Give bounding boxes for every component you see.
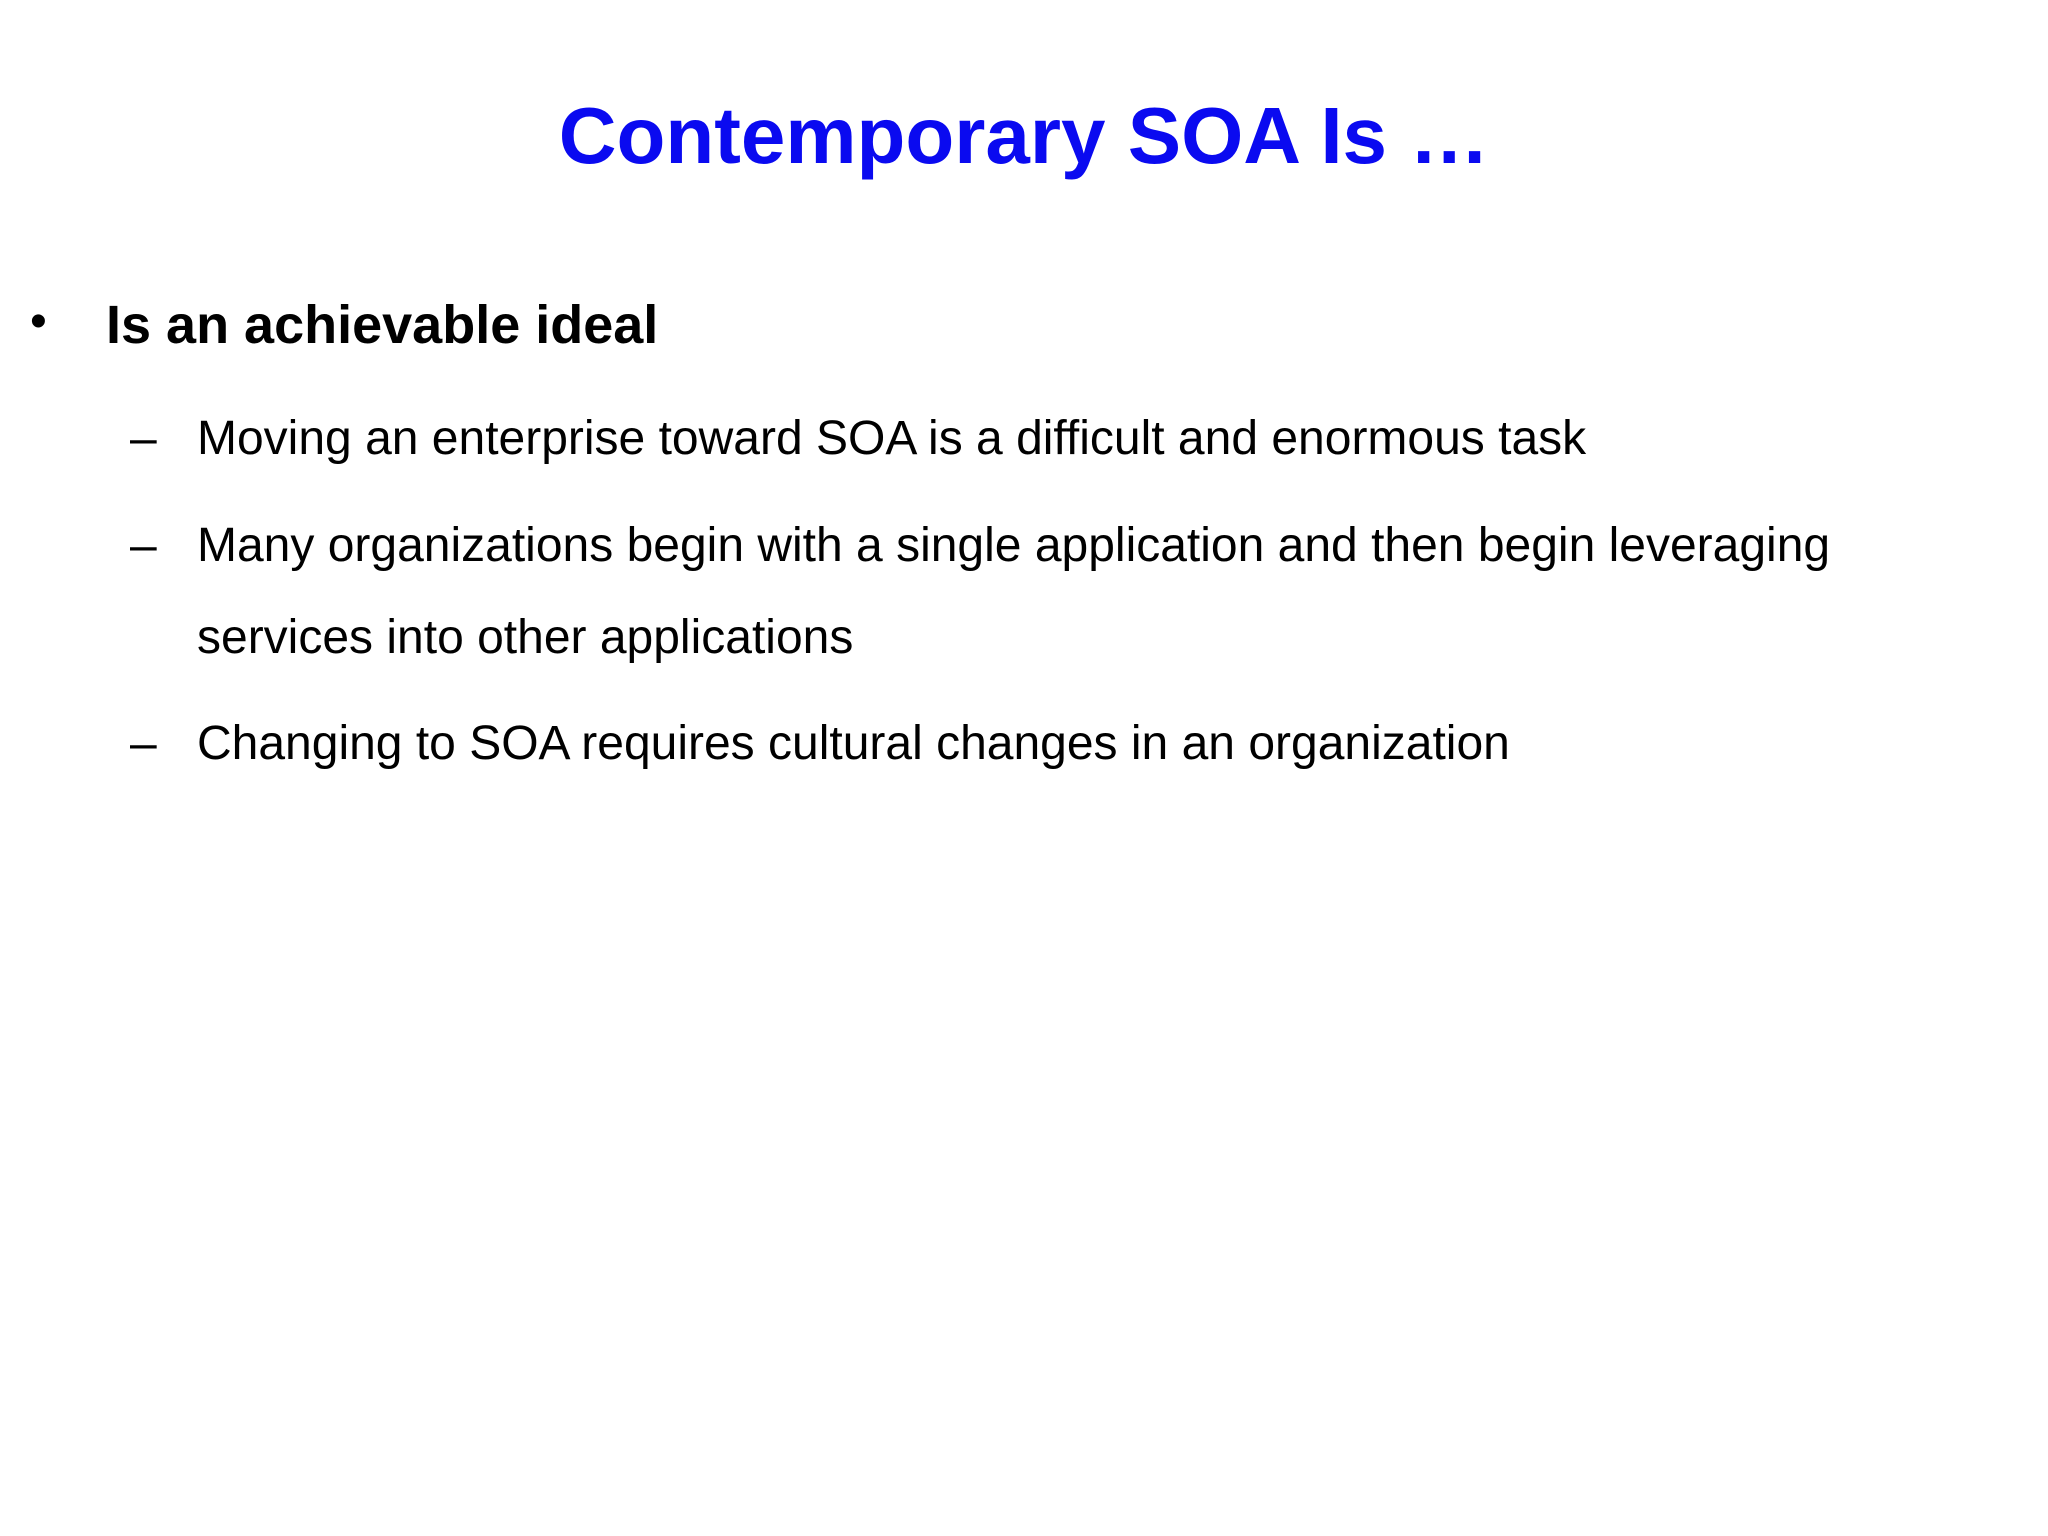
bullet-text: Is an achievable ideal — [106, 295, 659, 355]
dash-marker: – — [130, 519, 157, 572]
bullet-item — [0, 292, 2048, 364]
dash-marker: – — [130, 717, 157, 770]
sub-bullet-text: Many organizations begin with a single application and then begin leveraging services into other applications — [197, 519, 1831, 664]
sub-bullet-text: Changing to SOA requires cultural changes in an organization — [197, 717, 1510, 770]
bullet-marker: • — [30, 295, 47, 348]
dash-marker: – — [130, 412, 157, 465]
sub-bullet-text: Moving an enterprise toward SOA is a difficult and enormous task — [197, 412, 1587, 465]
slide-title: Contemporary SOA Is … — [558, 91, 1490, 180]
